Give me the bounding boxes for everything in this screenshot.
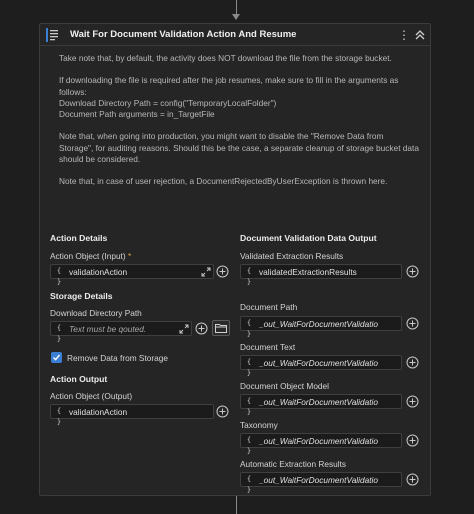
add-variable-icon[interactable] [406, 265, 419, 278]
add-variable-icon[interactable] [195, 322, 208, 335]
expression-icon: { } [56, 267, 62, 286]
expression-icon: { } [246, 397, 252, 416]
expression-icon: { } [246, 436, 252, 455]
add-variable-icon[interactable] [216, 405, 229, 418]
add-variable-icon[interactable] [406, 395, 419, 408]
add-variable-icon[interactable] [406, 317, 419, 330]
activity-description [59, 53, 419, 199]
expression-icon: { } [56, 407, 62, 426]
download-directory-path-placeholder: Text must be qouted. [69, 324, 147, 334]
connector-arrow-icon [232, 14, 240, 20]
expression-icon: { } [246, 358, 252, 377]
activity-title: Wait For Document Validation Action And Resume [70, 29, 297, 40]
storage-details-title: Storage Details [50, 291, 113, 301]
action-object-input-field[interactable] [50, 264, 214, 286]
document-object-model-field[interactable] [240, 394, 402, 416]
connector-line-bottom [236, 496, 237, 514]
document-text-value: _out_WaitForDocumentValidatio [259, 358, 378, 368]
document-path-value: _out_WaitForDocumentValidatio [259, 319, 378, 329]
expand-editor-icon[interactable] [201, 267, 211, 277]
document-object-model-value: _out_WaitForDocumentValidatio [259, 397, 378, 407]
add-variable-icon[interactable] [406, 473, 419, 486]
action-object-output-value: validationAction [69, 407, 128, 417]
remove-data-checkbox[interactable] [51, 352, 62, 363]
action-object-output-field[interactable] [50, 404, 214, 426]
action-object-input-label-text: Action Object (Input) [50, 251, 126, 261]
activity-card[interactable] [39, 23, 431, 496]
description-paragraph-3: Note that, when going into production, you might want to disable the "Remove Data from Storage", for auditing reasons. Should this be the case, a separate cleanup of storage bucket data should be considered. [59, 131, 419, 164]
validated-extraction-results-value: validatedExtractionResults [259, 267, 357, 277]
action-object-input-label [50, 251, 131, 261]
document-path-label: Document Path [240, 302, 298, 312]
expression-icon: { } [246, 475, 252, 494]
checkmark-icon [52, 353, 61, 362]
description-paragraph-1: Take note that, by default, the activity does NOT download the file from the storage bucket. [59, 53, 392, 63]
taxonomy-field[interactable] [240, 433, 402, 455]
folder-icon [215, 323, 227, 333]
document-validation-icon [46, 28, 60, 42]
automatic-extraction-results-label: Automatic Extraction Results [240, 459, 347, 469]
automatic-extraction-results-value: _out_WaitForDocumentValidatio [259, 475, 378, 485]
add-variable-icon[interactable] [216, 265, 229, 278]
document-path-field[interactable] [240, 316, 402, 338]
document-text-label: Document Text [240, 342, 296, 352]
action-object-output-label: Action Object (Output) [50, 391, 133, 401]
document-validation-output-title: Document Validation Data Output [240, 233, 377, 243]
expand-editor-icon[interactable] [179, 324, 189, 334]
action-details-title: Action Details [50, 233, 108, 243]
action-output-title: Action Output [50, 374, 108, 384]
document-object-model-label: Document Object Model [240, 381, 330, 391]
action-object-input-value: validationAction [69, 267, 128, 277]
taxonomy-value: _out_WaitForDocumentValidatio [259, 436, 378, 446]
validated-extraction-results-label: Validated Extraction Results [240, 251, 344, 261]
taxonomy-label: Taxonomy [240, 420, 278, 430]
description-paragraph-2: If downloading the file is required after the job resumes, make sure to fill in the arguments as follows: Download Directory Path = config("TemporaryLocalFolder") Document Path arguments = in_TargetFile [59, 75, 399, 119]
browse-folder-button[interactable] [212, 320, 230, 336]
validated-extraction-results-field[interactable] [240, 264, 402, 286]
expression-icon: { } [246, 267, 252, 286]
expression-icon: { } [246, 319, 252, 338]
more-options-icon[interactable]: ⋮ [398, 28, 410, 42]
document-text-field[interactable] [240, 355, 402, 377]
add-variable-icon[interactable] [406, 434, 419, 447]
activity-header[interactable] [40, 24, 430, 46]
remove-data-label[interactable]: Remove Data from Storage [67, 353, 168, 363]
download-directory-path-field[interactable] [50, 321, 192, 343]
automatic-extraction-results-field[interactable] [240, 472, 402, 494]
required-marker: * [127, 251, 132, 261]
download-directory-path-label: Download Directory Path [50, 308, 142, 318]
description-paragraph-4: Note that, in case of user rejection, a DocumentRejectedByUserException is thrown here. [59, 176, 388, 187]
expression-icon: { } [56, 324, 62, 343]
collapse-icon[interactable] [414, 27, 426, 43]
add-variable-icon[interactable] [406, 356, 419, 369]
